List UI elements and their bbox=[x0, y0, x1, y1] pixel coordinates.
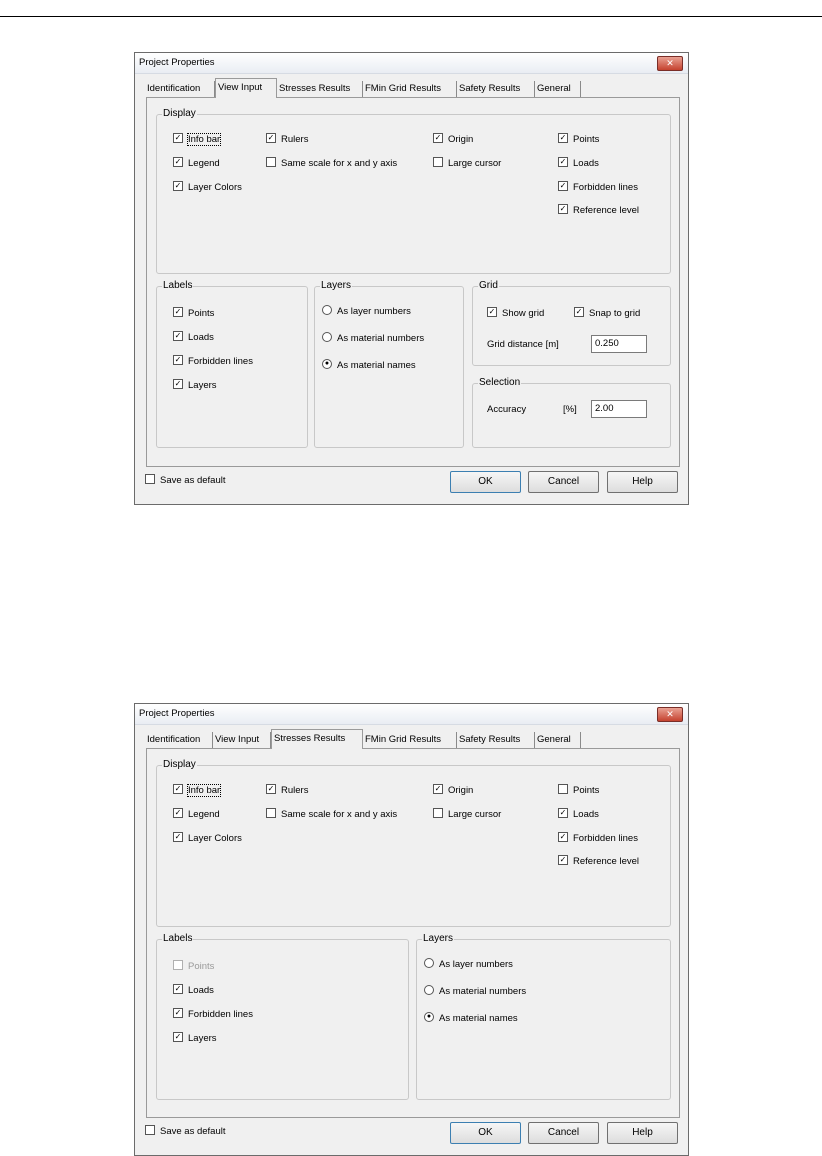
tab-general[interactable]: General bbox=[535, 81, 581, 97]
dialog-title: Project Properties bbox=[139, 57, 215, 68]
large-cursor-label: Large cursor bbox=[448, 809, 502, 820]
checkbox-box[interactable] bbox=[558, 784, 568, 794]
checkbox-box[interactable]: ✓ bbox=[559, 808, 567, 817]
checkbox-box[interactable]: ✓ bbox=[575, 307, 583, 316]
tab-identification[interactable]: Identification bbox=[145, 81, 215, 97]
as-material-names-radio[interactable] bbox=[424, 1012, 518, 1025]
labels-group-title: Labels bbox=[163, 280, 193, 291]
label-points-checkbox[interactable] bbox=[173, 307, 214, 320]
same-scale-label: Same scale for x and y axis bbox=[281, 158, 398, 169]
loads-label: Loads bbox=[573, 158, 599, 169]
loads-checkbox[interactable] bbox=[558, 808, 599, 821]
grid-distance-input[interactable]: 0.250 bbox=[591, 335, 647, 353]
reference-level-checkbox[interactable] bbox=[558, 855, 639, 868]
loads-label: Loads bbox=[573, 809, 599, 820]
checkbox-box[interactable]: ✓ bbox=[559, 181, 567, 190]
show-grid-label: Show grid bbox=[502, 308, 545, 319]
reference-level-label: Reference level bbox=[573, 205, 640, 216]
checkbox-box[interactable] bbox=[433, 808, 443, 818]
dialog-titlebar bbox=[135, 704, 688, 725]
save-as-default-checkbox[interactable] bbox=[145, 1125, 226, 1138]
legend-checkbox[interactable] bbox=[173, 808, 220, 821]
dialog-title: Project Properties bbox=[139, 708, 215, 719]
info-bar-label: Info bar bbox=[188, 134, 221, 145]
close-icon[interactable]: ✕ bbox=[666, 58, 674, 68]
label-points-checkbox bbox=[173, 960, 214, 973]
grid-group bbox=[472, 280, 671, 366]
large-cursor-label: Large cursor bbox=[448, 158, 502, 169]
as-material-names-radio[interactable] bbox=[322, 359, 416, 372]
accuracy-unit: [%] bbox=[563, 404, 577, 415]
accuracy-label: Accuracy bbox=[487, 404, 527, 415]
origin-label: Origin bbox=[448, 785, 474, 796]
checkbox-box[interactable]: ✓ bbox=[488, 307, 496, 316]
forbidden-lines-label: Forbidden lines bbox=[573, 182, 638, 193]
as-layer-numbers-radio[interactable] bbox=[424, 958, 513, 971]
display-group bbox=[156, 108, 671, 274]
rulers-label: Rulers bbox=[281, 134, 309, 145]
checkbox-box[interactable]: ✓ bbox=[174, 355, 182, 364]
same-scale-label: Same scale for x and y axis bbox=[281, 809, 398, 820]
as-layer-numbers-radio[interactable] bbox=[322, 305, 411, 318]
layer-colors-label: Layer Colors bbox=[188, 833, 242, 844]
label-points-label: Points bbox=[188, 961, 215, 972]
rulers-label: Rulers bbox=[281, 785, 309, 796]
show-grid-checkbox[interactable] bbox=[487, 307, 544, 320]
save-as-default-checkbox[interactable] bbox=[145, 474, 226, 487]
same-scale-checkbox[interactable] bbox=[266, 157, 397, 170]
tab-fmin-grid-results[interactable]: FMin Grid Results bbox=[363, 81, 457, 97]
tab-panel bbox=[146, 748, 680, 1118]
info-bar-label: Info bar bbox=[188, 785, 221, 796]
label-layers-label: Layers bbox=[188, 380, 217, 391]
origin-checkbox[interactable] bbox=[433, 784, 473, 797]
accuracy-input[interactable]: 2.00 bbox=[591, 400, 647, 418]
layers-group bbox=[416, 933, 671, 1100]
help-button[interactable]: Help bbox=[607, 1122, 678, 1144]
large-cursor-checkbox[interactable] bbox=[433, 157, 501, 170]
grid-group-title: Grid bbox=[479, 280, 498, 291]
radio-button[interactable] bbox=[424, 958, 434, 968]
tab-safety-results[interactable]: Safety Results bbox=[457, 81, 535, 97]
tab-safety-results[interactable]: Safety Results bbox=[457, 732, 535, 748]
layer-colors-checkbox[interactable] bbox=[173, 181, 242, 194]
as-material-numbers-label: As material numbers bbox=[439, 986, 527, 997]
checkbox-box[interactable]: ✓ bbox=[174, 808, 182, 817]
save-as-default-label: Save as default bbox=[160, 475, 226, 486]
as-layer-numbers-label: As layer numbers bbox=[439, 959, 513, 970]
radio-button[interactable] bbox=[424, 985, 434, 995]
points-checkbox[interactable] bbox=[558, 784, 599, 797]
tab-view-input[interactable]: View Input bbox=[213, 732, 271, 748]
radio-button[interactable] bbox=[322, 305, 332, 315]
forbidden-lines-checkbox[interactable] bbox=[558, 832, 638, 845]
checkbox-box bbox=[173, 960, 183, 970]
label-points-label: Points bbox=[188, 308, 215, 319]
checkbox-box[interactable]: ✓ bbox=[559, 133, 567, 142]
ok-button[interactable]: OK bbox=[450, 471, 521, 493]
checkbox-box[interactable]: ✓ bbox=[174, 1032, 182, 1041]
project-properties-dialog-stresses-results bbox=[134, 703, 689, 1156]
cancel-button[interactable]: Cancel bbox=[528, 1122, 599, 1144]
snap-to-grid-checkbox[interactable] bbox=[574, 307, 640, 320]
legend-checkbox[interactable] bbox=[173, 157, 220, 170]
label-layers-label: Layers bbox=[188, 1033, 217, 1044]
selection-group bbox=[472, 377, 671, 448]
radio-button[interactable]: ● bbox=[322, 359, 332, 369]
tab-view-input[interactable]: View Input bbox=[215, 78, 277, 98]
project-properties-dialog-view-input bbox=[134, 52, 689, 505]
checkbox-box[interactable] bbox=[433, 157, 443, 167]
reference-level-checkbox[interactable] bbox=[558, 204, 639, 217]
tab-panel bbox=[146, 97, 680, 467]
as-layer-numbers-label: As layer numbers bbox=[337, 306, 411, 317]
label-forbidden-lines-label: Forbidden lines bbox=[188, 1009, 253, 1020]
checkbox-box[interactable]: ✓ bbox=[174, 331, 182, 340]
checkbox-box[interactable]: ✓ bbox=[174, 181, 182, 190]
checkbox-box[interactable]: ✓ bbox=[434, 784, 442, 793]
large-cursor-checkbox[interactable] bbox=[433, 808, 501, 821]
checkbox-box[interactable]: ✓ bbox=[174, 133, 182, 142]
label-layers-checkbox[interactable] bbox=[173, 1032, 217, 1045]
checkbox-box[interactable] bbox=[145, 474, 155, 484]
close-button[interactable] bbox=[657, 56, 683, 71]
info-bar-checkbox[interactable] bbox=[173, 784, 220, 797]
rulers-checkbox[interactable] bbox=[266, 784, 308, 797]
legend-label: Legend bbox=[188, 158, 220, 169]
forbidden-lines-label: Forbidden lines bbox=[573, 833, 638, 844]
layer-colors-checkbox[interactable] bbox=[173, 832, 242, 845]
layers-group-title: Layers bbox=[321, 280, 352, 291]
layer-colors-label: Layer Colors bbox=[188, 182, 242, 193]
cancel-button[interactable]: Cancel bbox=[528, 471, 599, 493]
tab-general[interactable]: General bbox=[535, 732, 581, 748]
label-loads-label: Loads bbox=[188, 332, 214, 343]
display-group-title: Display bbox=[163, 108, 196, 119]
origin-label: Origin bbox=[448, 134, 474, 145]
checkbox-box[interactable]: ✓ bbox=[559, 855, 567, 864]
points-checkbox[interactable] bbox=[558, 133, 599, 146]
snap-to-grid-label: Snap to grid bbox=[589, 308, 641, 319]
origin-checkbox[interactable] bbox=[433, 133, 473, 146]
label-layers-checkbox[interactable] bbox=[173, 379, 217, 392]
checkbox-box[interactable]: ✓ bbox=[267, 133, 275, 142]
checkbox-box[interactable]: ✓ bbox=[559, 832, 567, 841]
same-scale-checkbox[interactable] bbox=[266, 808, 397, 821]
legend-label: Legend bbox=[188, 809, 220, 820]
rulers-checkbox[interactable] bbox=[266, 133, 308, 146]
display-group bbox=[156, 759, 671, 927]
checkbox-box[interactable]: ✓ bbox=[267, 784, 275, 793]
as-material-names-label: As material names bbox=[337, 360, 416, 371]
checkbox-box[interactable]: ✓ bbox=[174, 307, 182, 316]
help-button[interactable]: Help bbox=[607, 471, 678, 493]
layers-group-title: Layers bbox=[423, 933, 454, 944]
radio-button[interactable]: ● bbox=[424, 1012, 434, 1022]
close-button[interactable] bbox=[657, 707, 683, 722]
as-material-numbers-radio[interactable] bbox=[322, 332, 424, 345]
checkbox-box[interactable]: ✓ bbox=[174, 984, 182, 993]
close-icon[interactable]: ✕ bbox=[666, 709, 674, 719]
checkbox-box[interactable] bbox=[145, 1125, 155, 1135]
save-as-default-label: Save as default bbox=[160, 1126, 226, 1137]
checkbox-box[interactable]: ✓ bbox=[559, 157, 567, 166]
checkbox-box[interactable]: ✓ bbox=[174, 157, 182, 166]
tab-stresses-results[interactable]: Stresses Results bbox=[277, 81, 363, 97]
tab-stresses-results[interactable]: Stresses Results bbox=[271, 729, 363, 749]
labels-group bbox=[156, 933, 409, 1100]
forbidden-lines-checkbox[interactable] bbox=[558, 181, 638, 194]
tab-fmin-grid-results[interactable]: FMin Grid Results bbox=[363, 732, 457, 748]
as-material-names-label: As material names bbox=[439, 1013, 518, 1024]
label-loads-checkbox[interactable] bbox=[173, 984, 214, 997]
points-label: Points bbox=[573, 134, 600, 145]
page-header-rule bbox=[0, 16, 822, 17]
checkbox-box[interactable]: ✓ bbox=[174, 784, 182, 793]
checkbox-box[interactable] bbox=[266, 157, 276, 167]
points-label: Points bbox=[573, 785, 600, 796]
checkbox-box[interactable]: ✓ bbox=[174, 1008, 182, 1017]
selection-group-title: Selection bbox=[479, 377, 521, 388]
label-forbidden-lines-checkbox[interactable] bbox=[173, 1008, 253, 1021]
checkbox-box[interactable]: ✓ bbox=[559, 204, 567, 213]
dialog-titlebar bbox=[135, 53, 688, 74]
reference-level-label: Reference level bbox=[573, 856, 640, 867]
tab-identification[interactable]: Identification bbox=[145, 732, 213, 748]
as-material-numbers-radio[interactable] bbox=[424, 985, 526, 998]
checkbox-box[interactable] bbox=[266, 808, 276, 818]
checkbox-box[interactable]: ✓ bbox=[434, 133, 442, 142]
label-forbidden-lines-label: Forbidden lines bbox=[188, 356, 253, 367]
ok-button[interactable]: OK bbox=[450, 1122, 521, 1144]
grid-distance-label: Grid distance [m] bbox=[487, 339, 559, 350]
radio-button[interactable] bbox=[322, 332, 332, 342]
label-loads-checkbox[interactable] bbox=[173, 331, 214, 344]
info-bar-checkbox[interactable] bbox=[173, 133, 220, 146]
checkbox-box[interactable]: ✓ bbox=[174, 379, 182, 388]
layers-group bbox=[314, 280, 464, 448]
as-material-numbers-label: As material numbers bbox=[337, 333, 425, 344]
display-group-title: Display bbox=[163, 759, 196, 770]
loads-checkbox[interactable] bbox=[558, 157, 599, 170]
labels-group-title: Labels bbox=[163, 933, 193, 944]
label-forbidden-lines-checkbox[interactable] bbox=[173, 355, 253, 368]
checkbox-box[interactable]: ✓ bbox=[174, 832, 182, 841]
label-loads-label: Loads bbox=[188, 985, 214, 996]
labels-group bbox=[156, 280, 308, 448]
